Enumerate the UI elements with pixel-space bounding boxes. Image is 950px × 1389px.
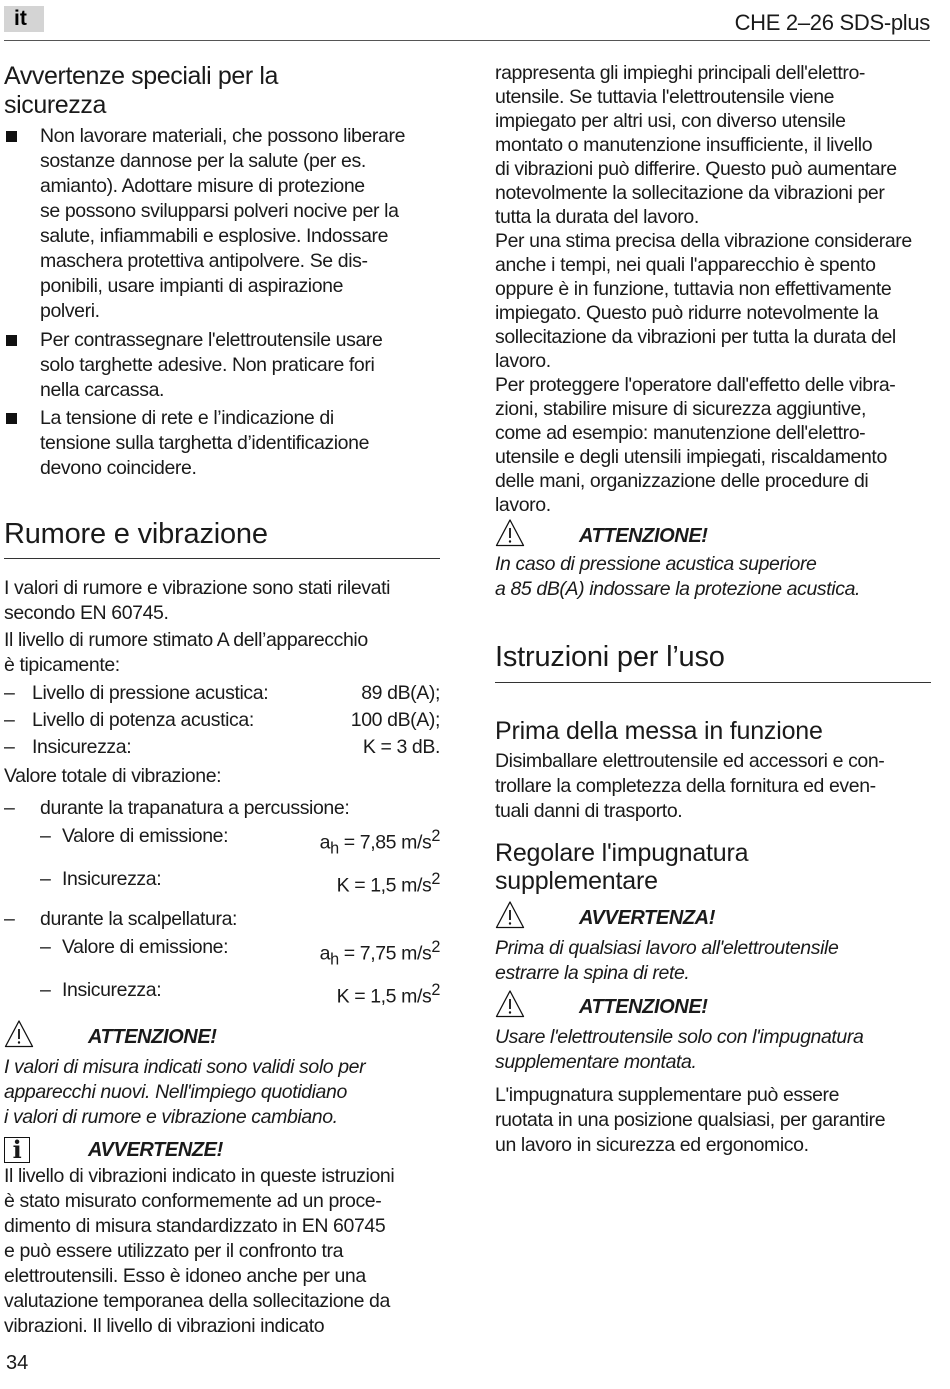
safety-bullet: Non lavorare materiali, che possono liberare sostanze dannose per la salute (per es. amianto). Adottare misure di protezione se possono svilupparsi polveri nocive per la salute, infiammabili e esplosive. Indossare maschera protettiva antipolvere. Se dis- ponibili, usare impianti di aspirazione polveri. [4, 124, 440, 324]
vibration-protection-text: Per proteggere l'operatore dall'effetto delle vibra- zioni, stabilire misure di sicurezza aggiuntive, come ad esempio: manutenzione dell'elettro- utensile e degli utensili impiegati, riscaldamento delle mani, organizzazione delle procedure di lavoro. [495, 374, 896, 516]
safety-heading: Avvertenze speciali per la sicurezza [4, 62, 279, 119]
language-tag: it [4, 6, 44, 32]
noise-spec-list [4, 680, 440, 761]
vibration-continuation-text: rappresenta gli impieghi principali dell'elettro- utensile. Se tuttavia l'elettroutensile viene impiegato per altri usi, con diverso utensile montato o manutenzione insufficiente, il livello di vibrazioni può differire. Questo può aumentare notevolmente la sollecitazione da vibrazioni per tutta la durata del lavoro. [495, 62, 897, 228]
noise-spec-row: – Livello di pressione acustica: 89 dB(A); [4, 682, 440, 704]
vibration-mode: – durante la trapanatura a percussione: – Valore di emissione: $a_h = 7,85$ $m/s^2$ – Insicurezza: K = 1,5 $m/s^2$ [4, 794, 440, 900]
caution-title: ATTENZIONE! [579, 996, 708, 1018]
caution-text: I valori di misura indicati sono validi solo per apparecchi nuovi. Nell'impiego quotidiano i valori di rumore e vibrazione cambiano. [4, 1055, 366, 1128]
noise-heading-rule [4, 558, 440, 559]
vibration-row: – Insicurezza: K = 1,5 $m/s^2$ [40, 868, 440, 897]
usage-heading-rule [495, 682, 931, 683]
noise-intro: I valori di rumore e vibrazione sono stati rilevati secondo EN 60745. [4, 577, 391, 624]
safety-bullet: Per contrassegnare l'elettroutensile usare solo targhette adesive. Non praticare fori nella carcassa. [4, 328, 440, 403]
caution-title: ATTENZIONE! [88, 1026, 217, 1049]
usage-heading: Istruzioni per l’uso [495, 641, 725, 673]
notice-title: AVVERTENZE! [88, 1139, 223, 1162]
warning-title: AVVERTENZA! [579, 907, 715, 929]
hearing-caution-text: In caso di pressione acustica superiore a 85 dB(A) indossare la protezione acustica. [495, 553, 861, 600]
vibration-row: – Insicurezza: K = 1,5 $m/s^2$ [40, 979, 440, 1008]
page-number: 34 [6, 1352, 29, 1374]
noise-spec-row: – Livello di potenza acustica: 100 dB(A); [4, 709, 440, 731]
vibration-title: Valore totale di vibrazione: [4, 765, 222, 787]
handle-caution-header [495, 992, 931, 1022]
first-use-heading: Prima della messa in funzione [495, 717, 823, 745]
right-column [495, 61, 931, 1158]
vibration-row: – Valore di emissione: $a_h = 7,75$ $m/s^2$ [40, 935, 440, 969]
vibration-mode-label: durante la scalpellatura: [40, 907, 238, 930]
notice-header [4, 1136, 440, 1166]
header-divider [4, 40, 930, 41]
noise-spec-row: – Insicurezza: K = 3 dB. [4, 736, 440, 758]
handle-caution-text: Usare l'elettroutensile solo con l'impugnatura supplementare montata. [495, 1026, 864, 1073]
warning-triangle-icon [495, 900, 525, 930]
unplug-warning-header [495, 903, 931, 933]
info-icon: i [4, 1137, 30, 1163]
first-use-text: Disimballare elettroutensile ed accessori e con- trollare la completezza della fornitura ed even- tuali danni di trasporto. [495, 750, 885, 822]
caution-note-header [4, 1023, 440, 1053]
handle-heading: Regolare l'impugnatura supplementare [495, 839, 749, 895]
notice-text: Il livello di vibrazioni indicato in queste istruzioni è stato misurato conformemente ad un proce- dimento di misura standardizzato in EN 60745 e può essere utilizzato per il confronto tra elettroutensili. Esso è idoneo anche per una valutazione temporanea della sollecitazione da vibrazioni. Il livello di vibrazioni indicato [4, 1164, 395, 1337]
caution-title: ATTENZIONE! [579, 525, 708, 547]
handle-text: L'impugnatura supplementare può essere ruotata in una posizione qualsiasi, per garantire un lavoro in sicurezza ed ergonomico. [495, 1084, 886, 1156]
vibration-mode: – durante la scalpellatura: – Valore di emissione: $a_h = 7,75$ $m/s^2$ – Insicurezza: K = 1,5 $m/s^2$ [4, 905, 440, 1011]
unplug-warning-text: Prima di qualsiasi lavoro all'elettroutensile estrarre la spina di rete. [495, 937, 839, 984]
safety-bullet: La tensione di rete e l’indicazione di tensione sulla targhetta d’identificazione devono coincidere. [4, 406, 440, 481]
noise-level-intro: Il livello di rumore stimato A dell’apparecchio è tipicamente: [4, 629, 368, 676]
left-column [4, 60, 440, 1339]
document-title: CHE 2–26 SDS-plus [734, 10, 930, 35]
warning-triangle-icon [495, 518, 525, 548]
warning-triangle-icon [495, 989, 525, 1019]
hearing-caution-header [495, 521, 931, 551]
noise-heading: Rumore e vibrazione [4, 518, 268, 550]
vibration-mode-label: durante la trapanatura a percussione: [40, 797, 350, 819]
warning-triangle-icon [4, 1019, 34, 1049]
vibration-estimate-text: Per una stima precisa della vibrazione considerare anche i tempi, nei quali l'apparecchio è spento oppure è in funzione, tuttavia non effettivamente impiegato. Questo può ridurre notevolmente la sollecitazione da vibrazioni per tutta la durata del lavoro. [495, 230, 912, 372]
vibration-row: – Valore di emissione: $a_h = 7,85$ $m/s^2$ [40, 825, 440, 858]
